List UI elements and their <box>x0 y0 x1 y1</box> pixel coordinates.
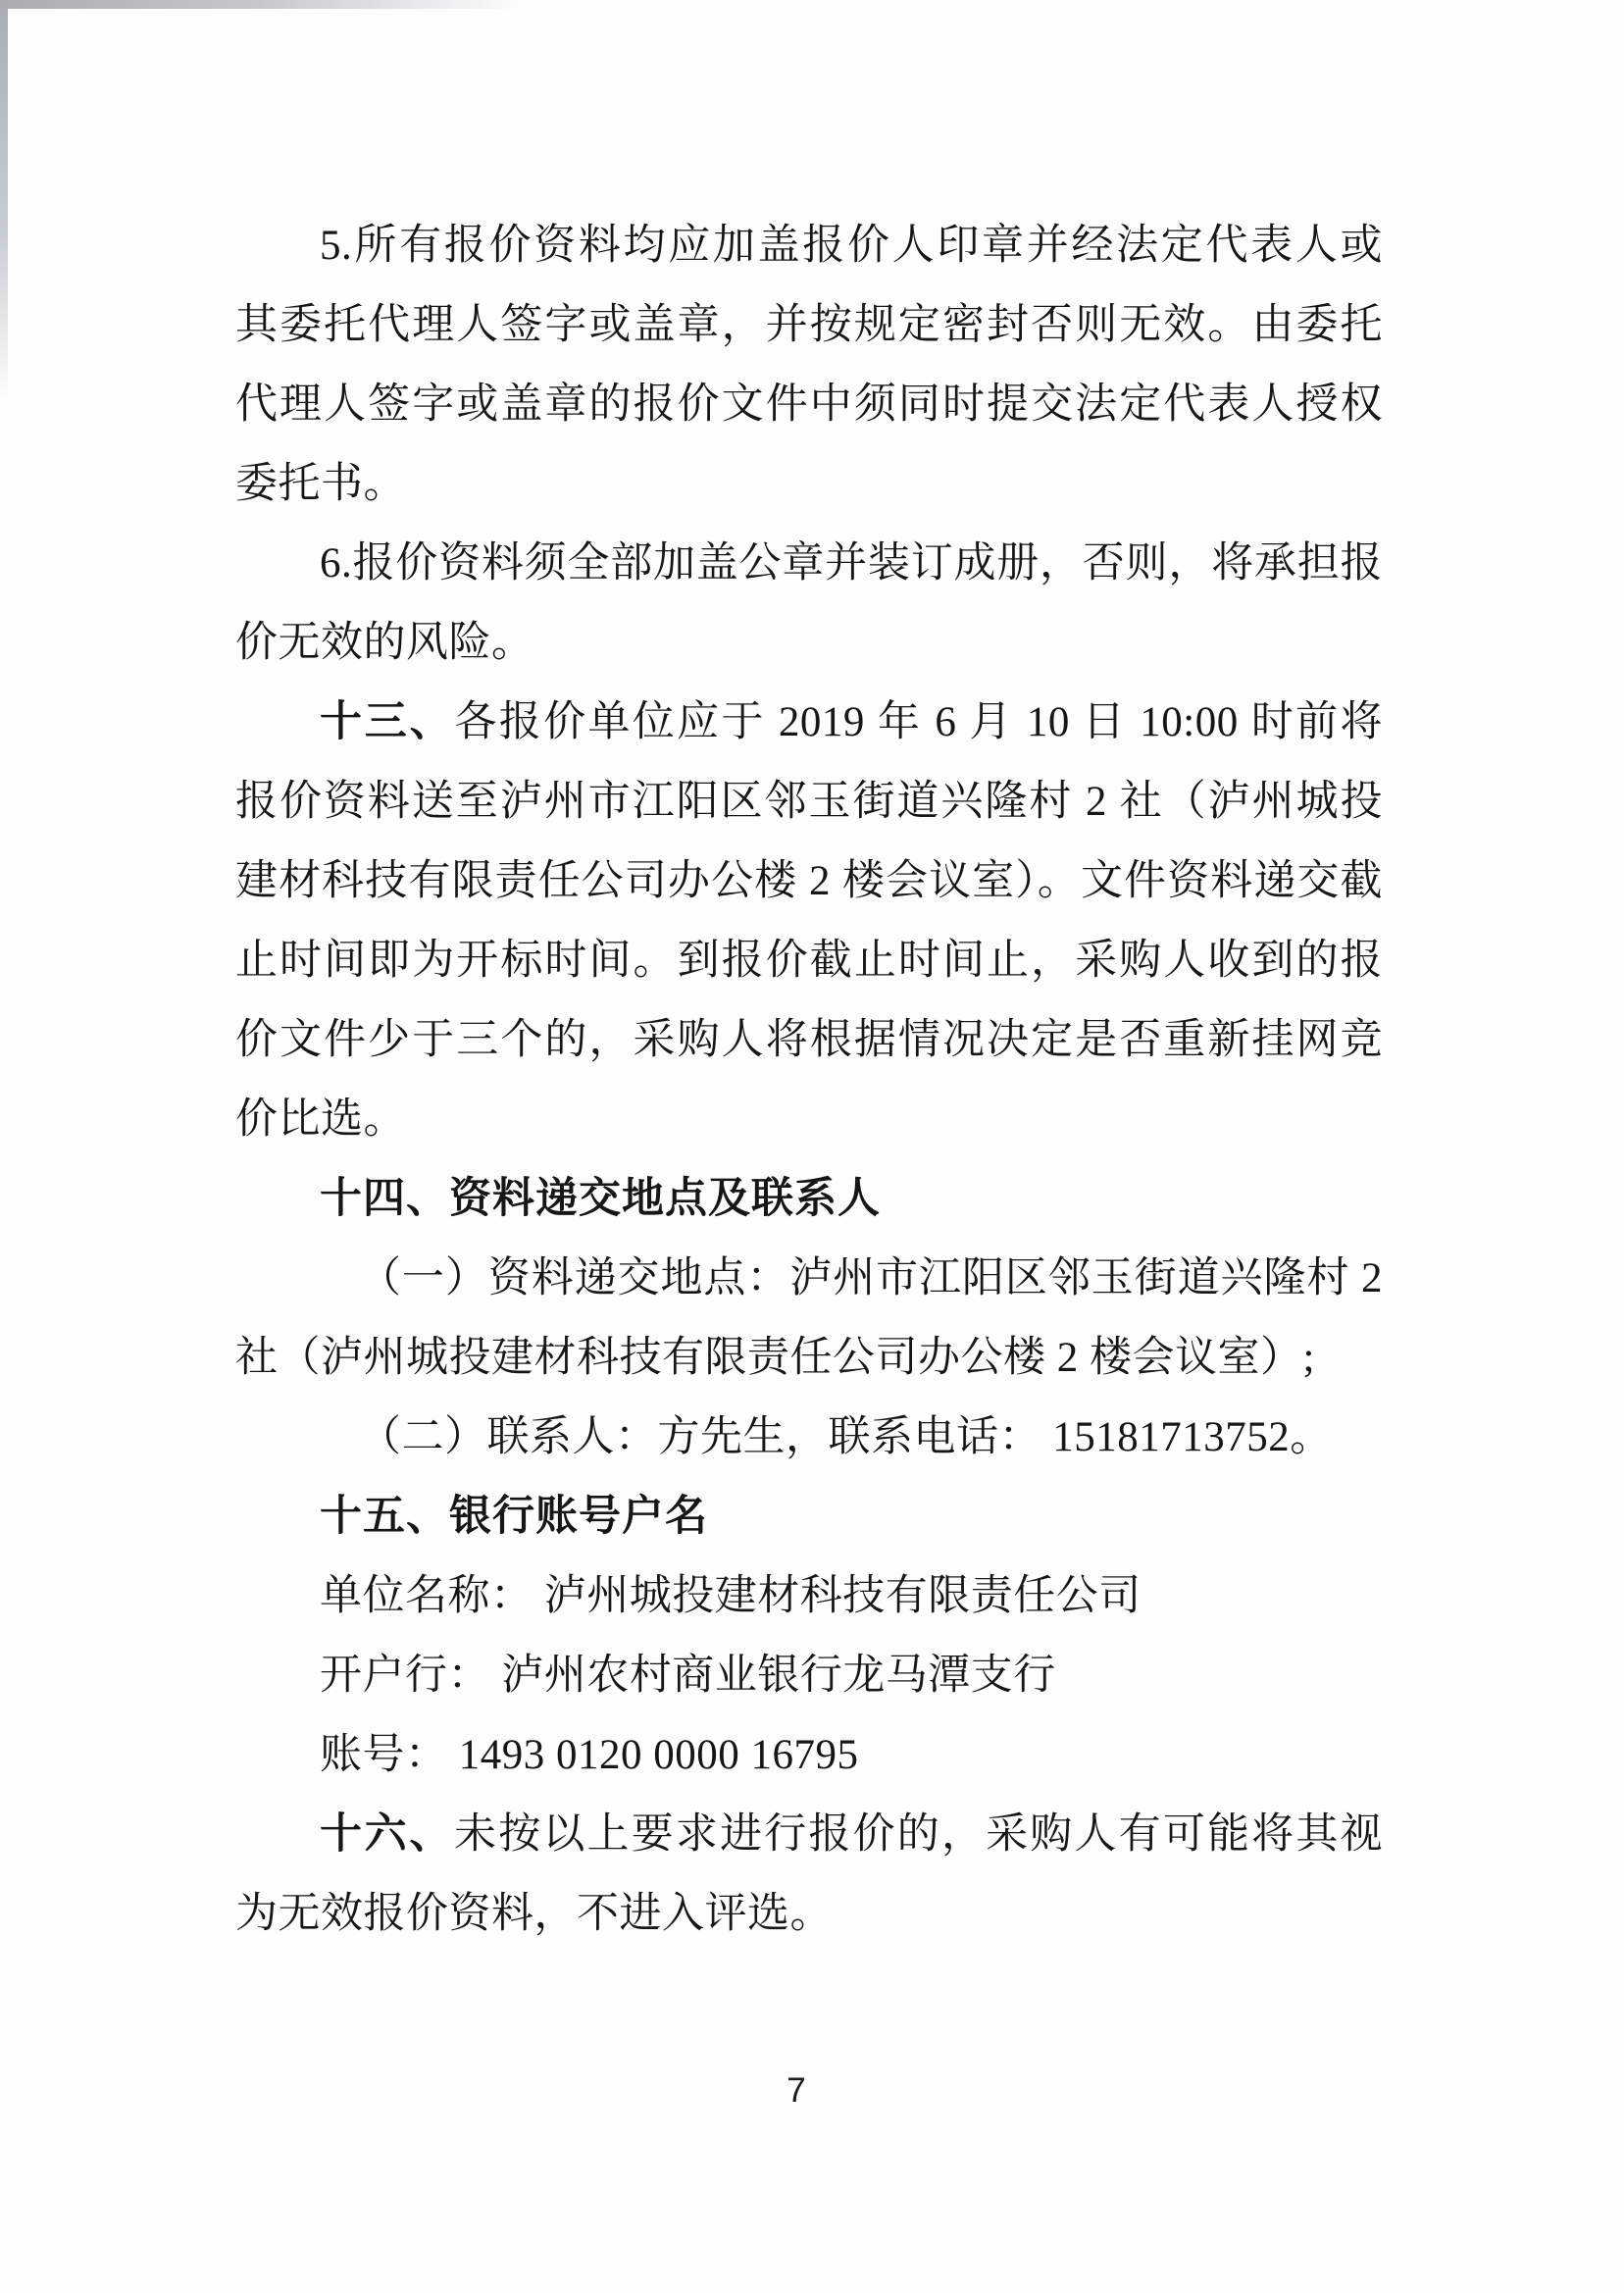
section-heading: 十五、银行账号户名 <box>320 1493 708 1540</box>
line-text: 止时间即为开标时间。到报价截止时间止，采购人收到的报 <box>235 938 1383 984</box>
doc-line <box>235 1080 1383 1159</box>
section-number: 十六、 <box>320 1810 455 1858</box>
section-number: 十三、 <box>320 698 455 745</box>
doc-line <box>235 1000 1383 1080</box>
doc-line-account-number <box>235 1715 1383 1795</box>
scan-edge-artifact-left <box>0 0 8 422</box>
line-text: 代理人签字或盖章的报价文件中须同时提交法定代表人授权 <box>235 382 1383 428</box>
doc-line-section-16 <box>235 1795 1383 1874</box>
line-text: 其委托代理人签字或盖章，并按规定密封否则无效。由委托 <box>235 302 1383 348</box>
line-text: 委托书。 <box>235 461 406 507</box>
line-text: 未按以上要求进行报价的，采购人有可能将其视 <box>454 1811 1384 1858</box>
doc-line <box>235 603 1383 683</box>
doc-line <box>235 1318 1383 1398</box>
doc-line-bank-name <box>235 1636 1383 1715</box>
doc-line <box>235 1239 1383 1318</box>
doc-line <box>235 921 1383 1000</box>
line-text: 单位名称： 泸州城投建材科技有限责任公司 <box>320 1573 1142 1619</box>
doc-heading-section-15 <box>235 1477 1383 1556</box>
line-text: 价文件少于三个的，采购人将根据情况决定是否重新挂网竞 <box>235 1017 1383 1063</box>
section-heading: 十四、资料递交地点及联系人 <box>320 1175 881 1222</box>
line-text: 报价资料送至泸州市江阳区邻玉街道兴隆村 2 社（泸州城投 <box>235 779 1383 825</box>
document-body <box>235 206 1383 1954</box>
line-text: 价比选。 <box>235 1096 406 1143</box>
doc-heading-section-14 <box>235 1159 1383 1239</box>
doc-line <box>235 524 1383 603</box>
scan-edge-artifact-top <box>0 0 549 9</box>
doc-line-contact <box>235 1398 1383 1477</box>
line-text: （二）联系人：方先生，联系电话： 15181713752。 <box>359 1414 1333 1460</box>
line-text: 账号： 1493 0120 0000 16795 <box>320 1732 859 1778</box>
doc-line <box>235 444 1383 524</box>
line-text: 价无效的风险。 <box>235 620 534 666</box>
line-text: 各报价单位应于 2019 年 6 月 10 日 10:00 时前将 <box>454 699 1383 745</box>
doc-line-company-name <box>235 1556 1383 1636</box>
line-text: 建材科技有限责任公司办公楼 2 楼会议室）。文件资料递交截 <box>235 858 1383 904</box>
line-text: 为无效报价资料，不进入评选。 <box>235 1891 833 1937</box>
doc-line <box>235 365 1383 444</box>
line-text: 开户行： 泸州农村商业银行龙马潭支行 <box>320 1653 1056 1699</box>
doc-line <box>235 285 1383 365</box>
doc-line <box>235 206 1383 285</box>
doc-line <box>235 841 1383 921</box>
line-text: 社（泸州城投建材科技有限责任公司办公楼 2 楼会议室）; <box>235 1335 1315 1381</box>
page-number: 7 <box>787 2071 806 2110</box>
line-text: 5.所有报价资料均应加盖报价人印章并经法定代表人或 <box>320 223 1383 269</box>
doc-line <box>235 1874 1383 1954</box>
doc-line-section-13 <box>235 683 1383 762</box>
doc-line <box>235 762 1383 841</box>
line-text: 6.报价资料须全部加盖公章并装订成册，否则，将承担报 <box>320 540 1383 586</box>
line-text: （一）资料递交地点：泸州市江阳区邻玉街道兴隆村 2 <box>359 1255 1383 1301</box>
